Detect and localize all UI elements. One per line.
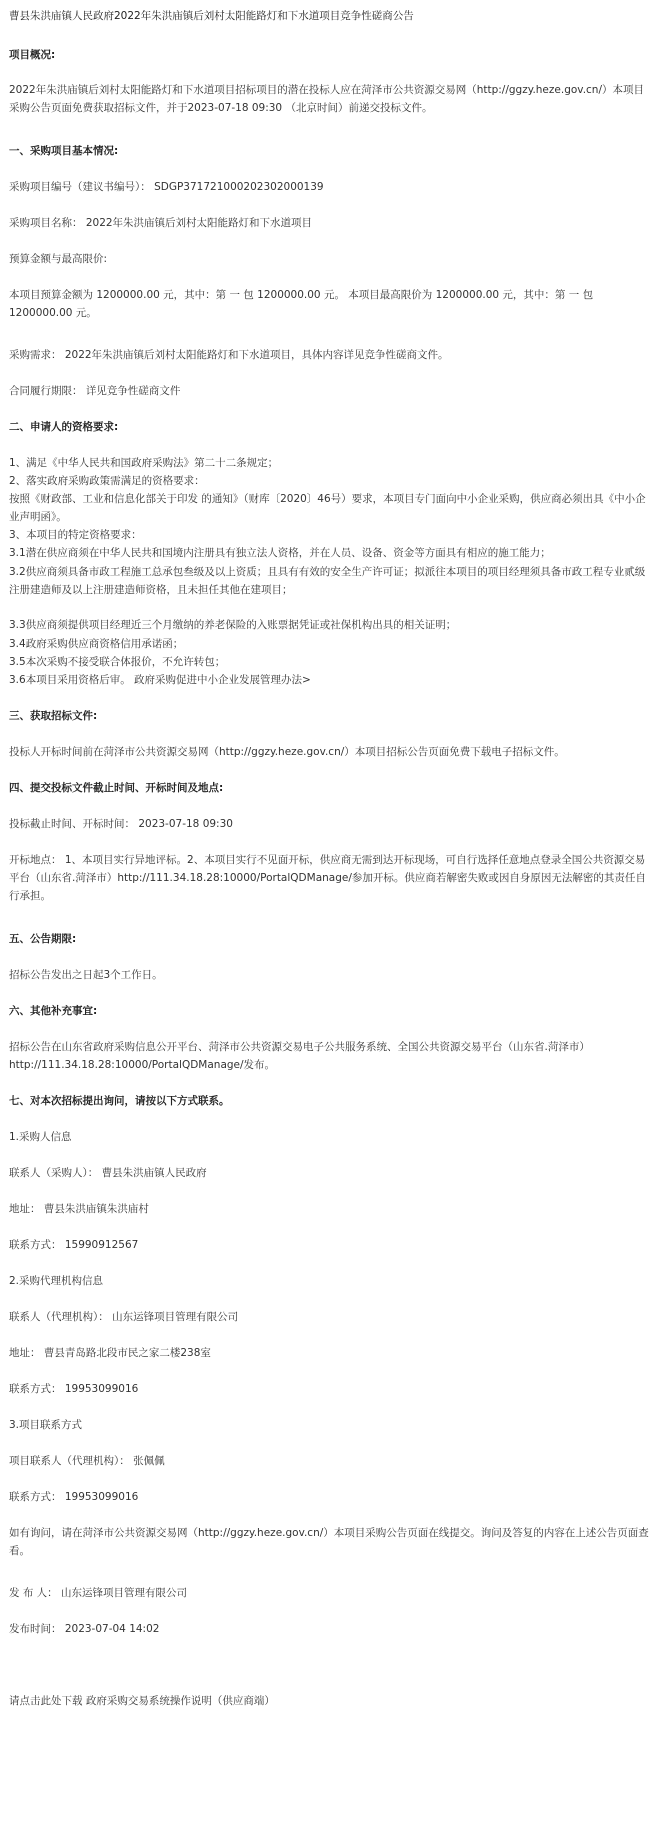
heading-contact: 七、对本次招标提出询问，请按以下方式联系。	[9, 1095, 230, 1107]
requirement-3-3: 3.3供应商须提供项目经理近三个月缴纳的养老保险的入账票据凭证或社保机构出具的相关证明；	[9, 619, 457, 631]
procurement-demand: 采购需求： 2022年朱洪庙镇后刘村太阳能路灯和下水道项目，具体内容详见竞争性磋商文件。	[9, 349, 449, 361]
budget-label: 预算金额与最高限价:	[9, 253, 108, 265]
requirement-2-text: 按照《财政部、工业和信息化部关于印发 的通知》（财库〔2020〕46号）要求，本项目专门面向中小企业采购，供应商必须出具《中小企业声明函》。	[9, 493, 646, 523]
heading-overview: 项目概况:	[9, 49, 56, 61]
heading-get-documents: 三、获取招标文件:	[9, 710, 98, 722]
agency-address: 地址： 曹县青岛路北段市民之家二楼238室	[9, 1347, 211, 1359]
overview-text: 2022年朱洪庙镇后刘村太阳能路灯和下水道项目招标项目的潜在投标人应在菏泽市公共资源交易网（http://ggzy.heze.gov.cn/）本项目采购公告页面免费获取招标文件，并于2023-07-18 09:30 （北京时间）前递交投标文件。	[9, 84, 644, 114]
heading-deadline: 四、提交投标文件截止时间、开标时间及地点:	[9, 782, 224, 794]
publisher: 发 布 人： 山东运锋项目管理有限公司	[9, 1587, 188, 1599]
requirement-3-6[interactable]: 3.6本项目采用资格后审。 政府采购促进中小企业发展管理办法>	[9, 674, 311, 686]
publish-time: 发布时间： 2023-07-04 14:02	[9, 1623, 160, 1635]
notice-period-text: 招标公告发出之日起3个工作日。	[9, 969, 163, 981]
inquiry-text: 如有询问，请在菏泽市公共资源交易网（http://ggzy.heze.gov.cn/）本项目采购公告页面在线提交。询问及答复的内容在上述公告页面查看。	[9, 1527, 649, 1557]
purchaser-info-title: 1.采购人信息	[9, 1131, 72, 1143]
contract-period: 合同履行期限： 详见竞争性磋商文件	[9, 385, 181, 397]
deadline-time: 投标截止时间、开标时间： 2023-07-18 09:30	[9, 818, 233, 830]
project-name: 采购项目名称： 2022年朱洪庙镇后刘村太阳能路灯和下水道项目	[9, 217, 313, 229]
requirement-3-4: 3.4政府采购供应商资格信用承诺函；	[9, 638, 184, 650]
heading-notice-period: 五、公告期限:	[9, 933, 77, 945]
heading-basic-info: 一、采购项目基本情况:	[9, 145, 119, 157]
agency-contact: 联系人（代理机构）： 山东运锋项目管理有限公司	[9, 1311, 239, 1323]
project-contact-phone: 联系方式： 19953099016	[9, 1491, 139, 1503]
download-guide-link[interactable]: 请点击此处下载 政府采购交易系统操作说明（供应商端）	[9, 1695, 275, 1707]
agency-info-title: 2.采购代理机构信息	[9, 1275, 104, 1287]
purchaser-contact: 联系人（采购人）： 曹县朱洪庙镇人民政府	[9, 1167, 207, 1179]
project-number: 采购项目编号（建议书编号）： SDGP371721000202302000139	[9, 181, 324, 193]
opening-place: 开标地点： 1、本项目实行异地评标。2、本项目实行不见面开标，供应商无需到达开标现场，可自行选择任意地点登录全国公共资源交易平台（山东省.菏泽市）http://111.34.18.28:10000/PortalQDManage/参加开标。供应商若解密失败或因自身原因无法解密的其责任自行承担。	[9, 854, 646, 902]
purchaser-phone: 联系方式： 15990912567	[9, 1239, 139, 1251]
requirement-3-2: 3.2供应商须具备市政工程施工总承包叁级及以上资质；且具有有效的安全生产许可证；拟派往本项目的项目经理须具备市政工程专业贰级注册建造师及以上注册建造师资格，且未担任其他在建项目；	[9, 566, 646, 596]
get-documents-text: 投标人开标时间前在菏泽市公共资源交易网（http://ggzy.heze.gov.cn/）本项目招标公告页面免费下载电子招标文件。	[9, 746, 565, 758]
requirement-3: 3、本项目的特定资格要求：	[9, 529, 142, 541]
purchaser-address: 地址： 曹县朱洪庙镇朱洪庙村	[9, 1203, 149, 1215]
heading-other-matters: 六、其他补充事宜:	[9, 1005, 98, 1017]
page-title: 曹县朱洪庙镇人民政府2022年朱洪庙镇后刘村太阳能路灯和下水道项目竞争性磋商公告	[9, 10, 414, 22]
requirement-3-1: 3.1潜在供应商须在中华人民共和国境内注册具有独立法人资格，并在人员、设备、资金等方面具有相应的施工能力；	[9, 547, 551, 559]
budget-text: 本项目预算金额为 1200000.00 元，其中：第 一 包 1200000.00 元。 本项目最高限价为 1200000.00 元，其中：第 一 包 1200000.00 元。	[9, 289, 594, 319]
agency-phone: 联系方式： 19953099016	[9, 1383, 139, 1395]
requirement-3-5: 3.5本次采购不接受联合体报价，不允许转包；	[9, 656, 226, 668]
requirement-1: 1、满足《中华人民共和国政府采购法》第二十二条规定；	[9, 457, 279, 469]
project-contact-title: 3.项目联系方式	[9, 1419, 83, 1431]
requirement-2: 2、落实政府采购政策需满足的资格要求：	[9, 475, 205, 487]
project-contact-person: 项目联系人（代理机构）： 张佩佩	[9, 1455, 165, 1467]
other-matters-text: 招标公告在山东省政府采购信息公开平台、菏泽市公共资源交易电子公共服务系统、全国公共资源交易平台（山东省.菏泽市）http://111.34.18.28:10000/PortalQDManage/发布。	[9, 1041, 590, 1071]
heading-qualification: 二、申请人的资格要求:	[9, 421, 119, 433]
